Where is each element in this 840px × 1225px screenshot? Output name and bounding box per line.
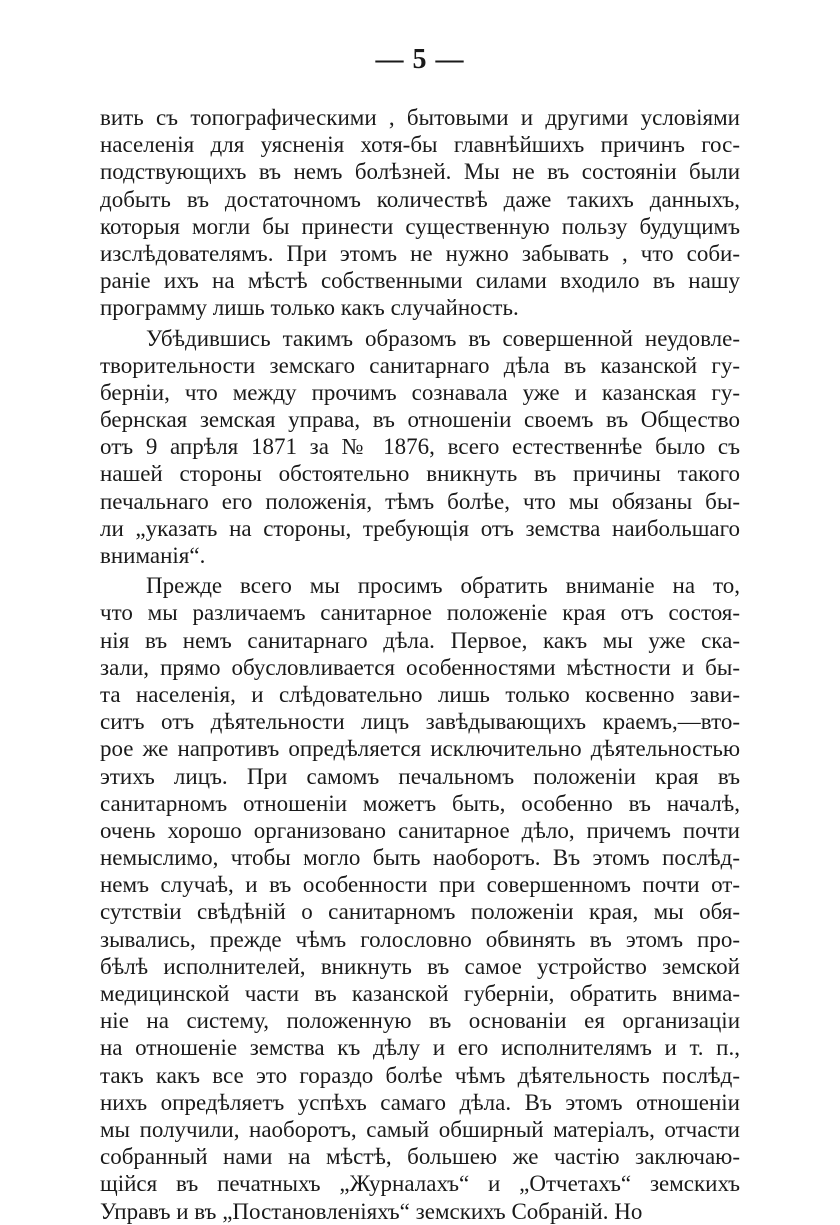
text-line: зывались, прежде чѣмъ голословно обвинять въ этомъ про-	[100, 926, 740, 952]
text-line: ніе на систему, положенную въ основаніи ея организаціи	[100, 1008, 740, 1034]
text-line: раніе ихъ на мѣстѣ собственными силами входило въ нашу	[100, 268, 740, 294]
text-line: щійся въ печатныхъ „Журналахъ“ и „Отчетахъ“ земскихъ	[100, 1171, 740, 1197]
paragraph	[100, 572, 740, 1225]
text-line: берніи, что между прочимъ сознавала уже и казанская гу-	[100, 379, 740, 405]
text-line: зали, прямо обусловливается особенностями мѣстности и бы-	[100, 654, 740, 680]
text-line: подствующихъ въ немъ болѣзней. Мы не въ состояніи были	[100, 159, 740, 185]
text-line: бѣлѣ исполнителей, вникнуть въ самое устройство земской	[100, 953, 740, 979]
text-line: печальнаго его положенія, тѣмъ болѣе, что мы обязаны бы-	[100, 488, 740, 514]
text-line: творительности земскаго санитарнаго дѣла въ казанской гу-	[100, 352, 740, 378]
text-line: отъ 9 апрѣля 1871 за № 1876, всего естественнѣе было съ	[100, 434, 740, 460]
text-line: вниманія“.	[100, 543, 206, 568]
text-line: очень хорошо организовано санитарное дѣло, причемъ почти	[100, 817, 740, 843]
text-line: на отношеніе земства къ дѣлу и его исполнителямъ и т. п.,	[100, 1035, 740, 1061]
text-line: рое же напротивъ опредѣляется исключительно дѣятельностью	[100, 736, 740, 762]
text-line: немъ случаѣ, и въ особенности при совершенномъ почти от-	[100, 872, 740, 898]
text-line: сутствіи свѣдѣній о санитарномъ положеніи края, мы обя-	[100, 899, 740, 925]
text-line: нашей стороны обстоятельно вникнуть въ причины такого	[100, 461, 740, 487]
text-line: добыть въ достаточномъ количествѣ даже такихъ данныхъ,	[100, 186, 740, 212]
text-line: Управъ и въ „Постановленіяхъ“ земскихъ Собраній. Но	[100, 1198, 643, 1224]
text-line: та населенія, и слѣдовательно лишь только косвенно зави-	[100, 681, 740, 707]
text-line: санитарномъ отношеніи можетъ быть, особенно въ началѣ,	[100, 790, 740, 816]
text-line: мы получили, наоборотъ, самый обширный матеріалъ, отчасти	[100, 1116, 740, 1142]
text-line: вить съ топографическими , бытовыми и другими условіями	[100, 105, 740, 130]
page-number: — 5 —	[375, 44, 465, 75]
text-line: такъ какъ все это гораздо болѣе чѣмъ дѣятельность послѣд-	[100, 1062, 740, 1088]
text-line: нихъ опредѣляетъ успѣхъ самаго дѣла. Въ этомъ отношеніи	[100, 1089, 740, 1115]
text-line: изслѣдователямъ. При этомъ не нужно забывать , что соби-	[100, 240, 740, 266]
text-line: ли „указать на стороны, требующія отъ земства наибольшаго	[100, 515, 740, 541]
text-line: бернская земская управа, въ отношеніи своемъ въ Общество	[100, 407, 740, 433]
text-line: Убѣдившись такимъ образомъ въ совершенной неудовле-	[146, 325, 740, 351]
text-line: что мы различаемъ санитарное положеніе края отъ состоя-	[100, 600, 740, 626]
paragraph	[100, 104, 740, 322]
text-line: которыя могли бы принести существенную пользу будущимъ	[100, 213, 740, 239]
text-line: программу лишь только какъ случайность.	[100, 295, 519, 321]
body-text	[100, 104, 740, 1225]
text-line: медицинской части въ казанской губерніи, обратить внима-	[100, 981, 740, 1006]
text-line: немыслимо, чтобы могло быть наоборотъ. Въ этомъ послѣд-	[100, 845, 740, 871]
text-line: Прежде всего мы просимъ обратить вниманіе на то,	[146, 573, 740, 599]
text-line: этихъ лицъ. При самомъ печальномъ положеніи края въ	[100, 763, 740, 789]
text-line: нія въ немъ санитарнаго дѣла. Первое, какъ мы уже ска-	[100, 627, 740, 653]
text-line: собранный нами на мѣстѣ, большею же частію заключаю-	[100, 1144, 740, 1170]
text-line: населенія для уясненія хотя-бы главнѣйшихъ причинъ гос-	[100, 132, 740, 158]
paragraph	[100, 325, 740, 570]
text-line: ситъ отъ дѣятельности лицъ завѣдывающихъ краемъ,—вто-	[100, 709, 740, 735]
